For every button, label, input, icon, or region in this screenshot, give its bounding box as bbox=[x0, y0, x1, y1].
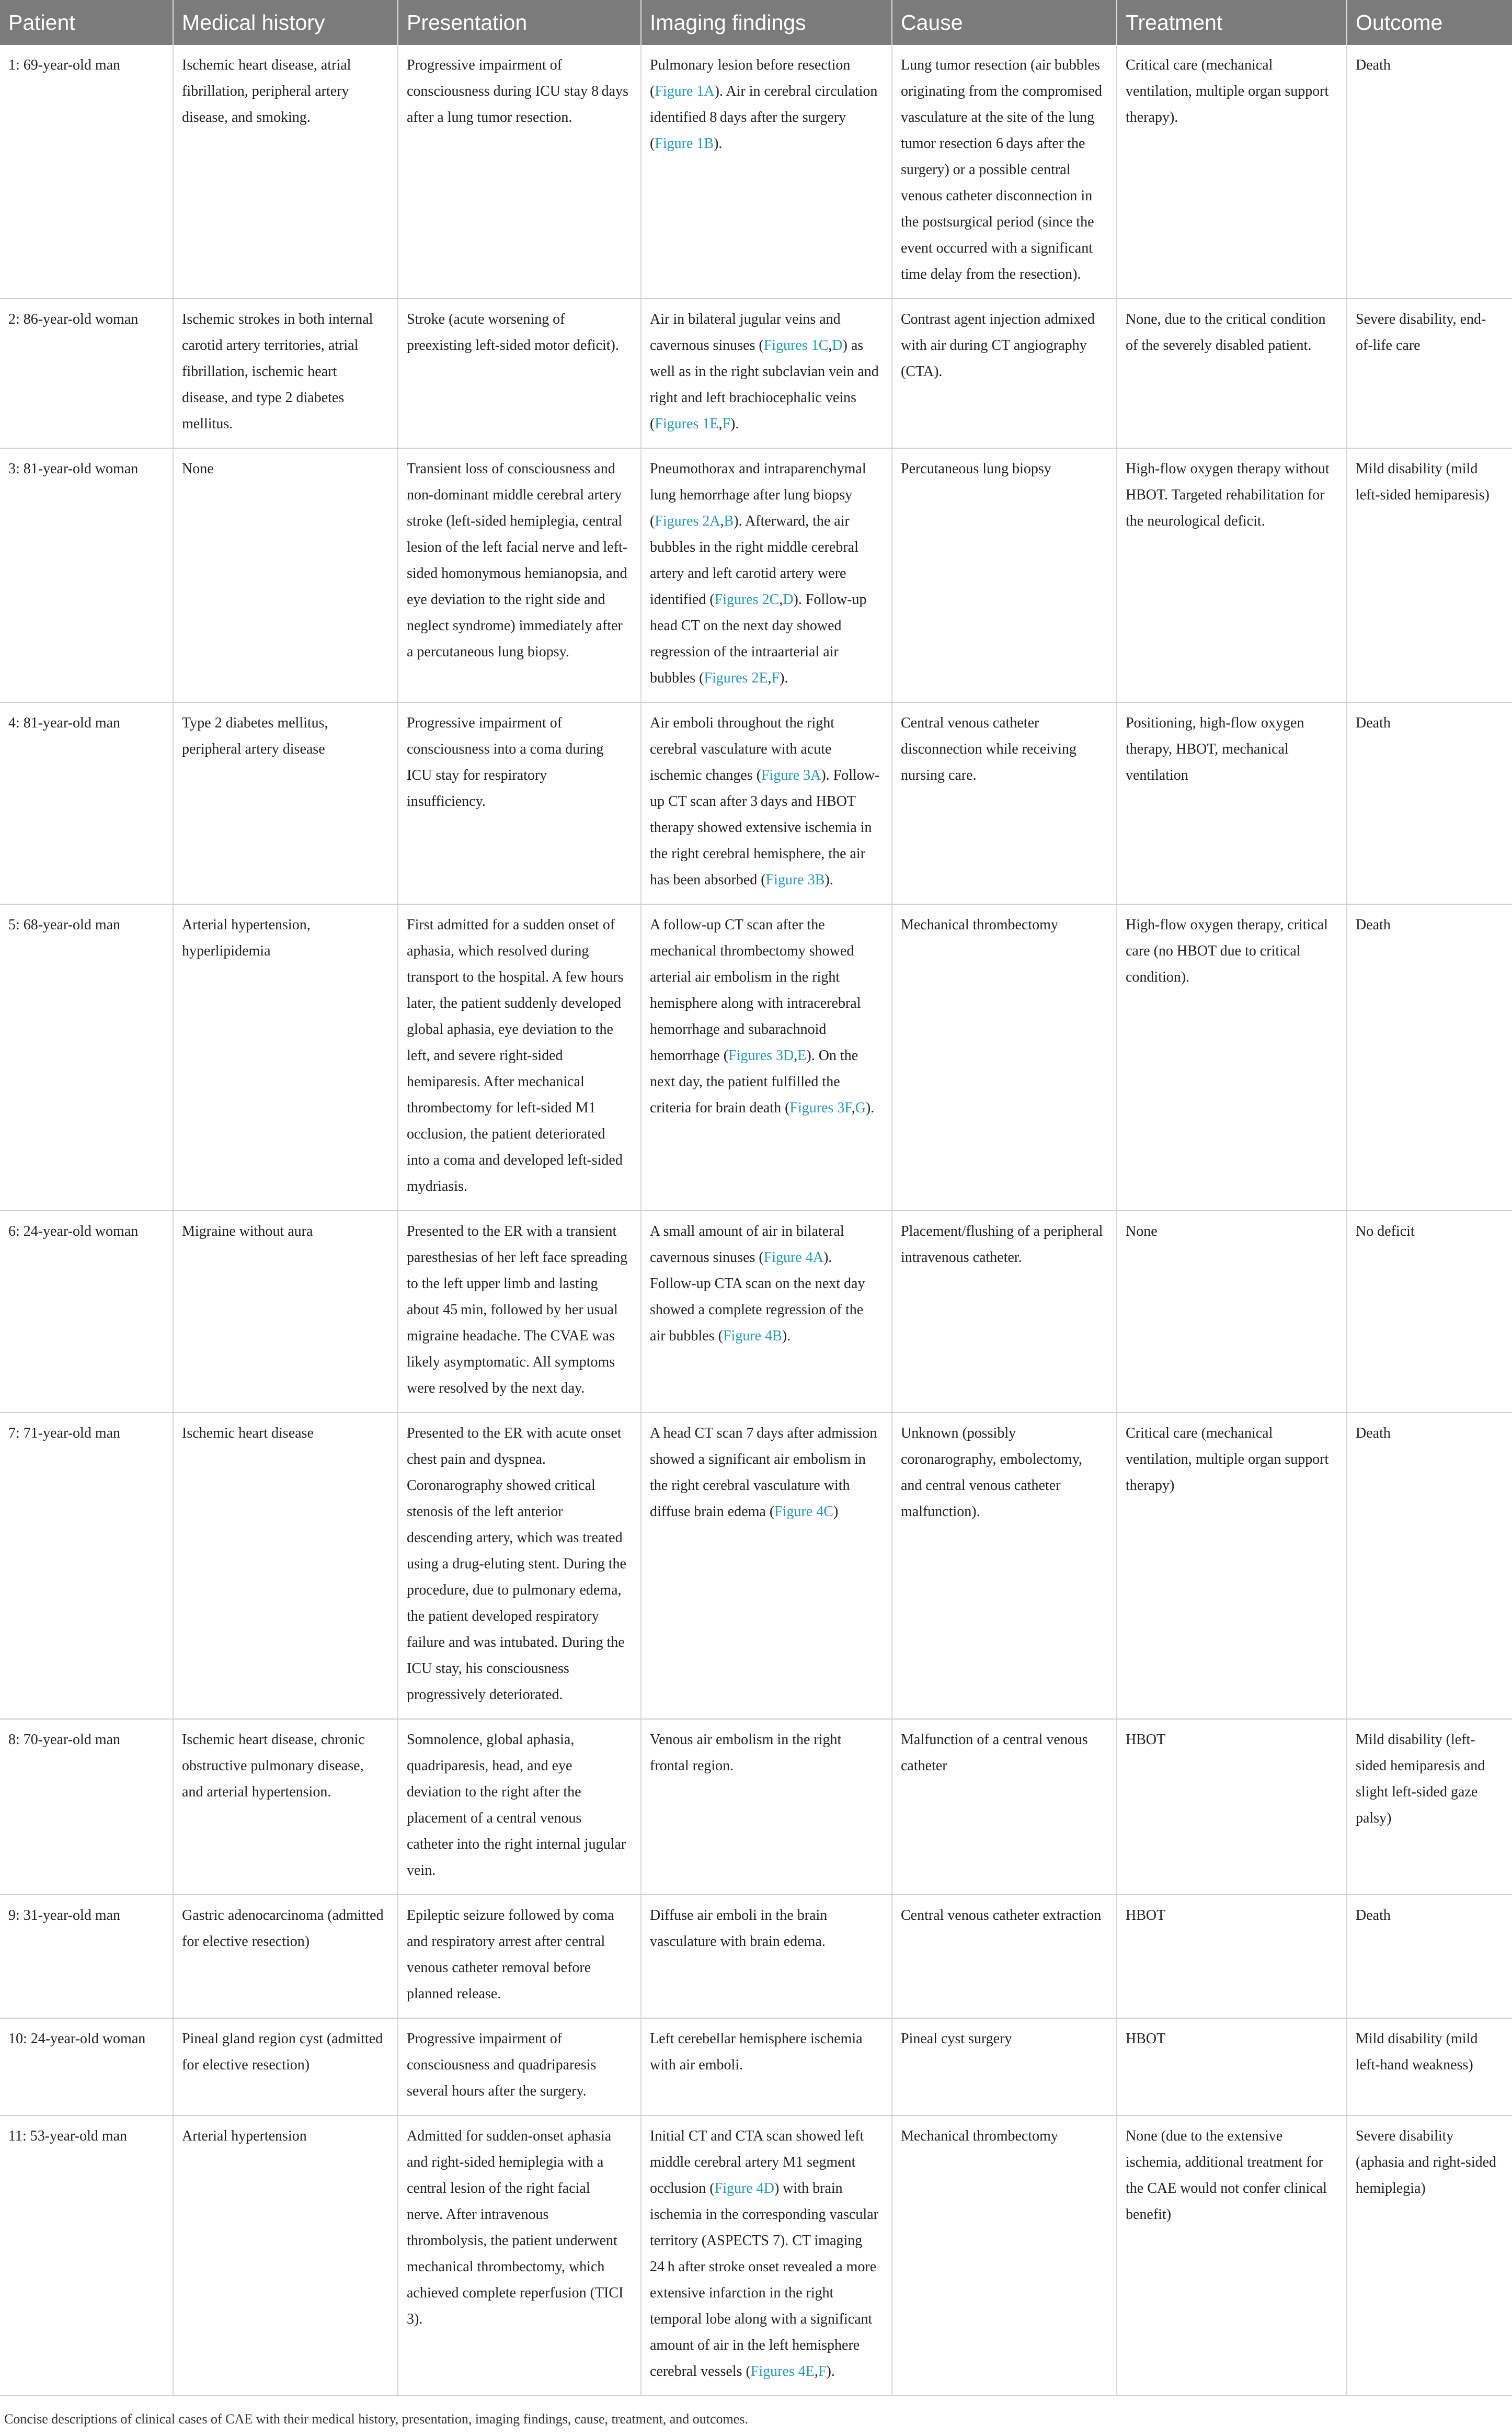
imaging-text: ). Follow-up CT scan after 3 days and HBOT therapy showed extensive ischemia in the right cerebral hemisphere, the air has been absorbed ( bbox=[650, 767, 880, 888]
cell-presentation: Progressive impairment of consciousness during ICU stay 8 days after a lung tumor resection. bbox=[398, 45, 641, 299]
table-row bbox=[0, 299, 1512, 448]
cell-medical-history: Ischemic heart disease, chronic obstructive pulmonary disease, and arterial hypertension. bbox=[173, 1719, 398, 1895]
col-header-outcome: Outcome bbox=[1347, 0, 1512, 45]
cell-presentation: Stroke (acute worsening of preexisting left-sided motor deficit). bbox=[398, 299, 641, 448]
imaging-text: ). bbox=[866, 1100, 875, 1116]
imaging-text: ). bbox=[730, 416, 739, 432]
cell-patient: 3: 81-year-old woman bbox=[0, 448, 173, 702]
cell-patient: 9: 31-year-old man bbox=[0, 1895, 173, 2018]
cell-imaging-findings bbox=[641, 448, 892, 702]
cell-cause: Placement/flushing of a peripheral intravenous catheter. bbox=[892, 1211, 1117, 1413]
cell-presentation: Presented to the ER with acute onset chest pain and dyspnea. Coronarography showed critical stenosis of the left anterior descending artery, which was treated using a drug-eluting stent. During the procedure, due to pulmonary edema, the patient developed respiratory failure and was intubated. During the ICU stay, his consciousness progressively deteriorated. bbox=[398, 1413, 641, 1719]
cell-imaging-findings bbox=[641, 2115, 892, 2396]
table-row bbox=[0, 1895, 1512, 2018]
table-row bbox=[0, 702, 1512, 904]
imaging-text: ). bbox=[824, 872, 833, 888]
table-row bbox=[0, 1719, 1512, 1895]
imaging-text: Left cerebellar hemisphere ischemia with air emboli. bbox=[650, 2031, 863, 2073]
cell-patient: 11: 53-year-old man bbox=[0, 2115, 173, 2396]
imaging-text: A follow-up CT scan after the mechanical thrombectomy showed arterial air embolism in the right hemisphere along with intracerebral hemorrhage and subarachnoid hemorrhage ( bbox=[650, 917, 861, 1064]
cell-imaging-findings bbox=[641, 299, 892, 448]
imaging-text: ). Follow-up CTA scan on the next day showed a complete regression of the air bubbles ( bbox=[650, 1249, 865, 1344]
imaging-text: Air emboli throughout the right cerebral vasculature with acute ischemic changes ( bbox=[650, 715, 835, 783]
cell-outcome: Death bbox=[1347, 1413, 1512, 1719]
cell-outcome: Death bbox=[1347, 904, 1512, 1211]
cell-cause: Central venous catheter disconnection while receiving nursing care. bbox=[892, 702, 1117, 904]
cell-cause: Lung tumor resection (air bubbles originating from the compromised vasculature at the site of the lung tumor resection 6 days after the surgery) or a possible central venous catheter disconnection in the postsurgical period (since the event occurred with a significant time delay from the resection). bbox=[892, 45, 1117, 299]
figure-link[interactable]: D bbox=[783, 591, 794, 608]
col-header-patient: Patient bbox=[0, 0, 173, 45]
cell-treatment: Critical care (mechanical ventilation, multiple organ support therapy) bbox=[1117, 1413, 1347, 1719]
imaging-text: , bbox=[720, 513, 724, 529]
figure-link[interactable]: Figures 2A bbox=[655, 513, 720, 529]
col-header-imaging-findings: Imaging findings bbox=[641, 0, 892, 45]
imaging-text: Pulmonary lesion before resection ( bbox=[650, 57, 851, 99]
figure-link[interactable]: Figure 4A bbox=[763, 1249, 824, 1266]
cell-medical-history: Ischemic strokes in both internal carotid artery territories, atrial fibrillation, ischemic heart disease, and type 2 diabetes mellitus. bbox=[173, 299, 398, 448]
cell-imaging-findings bbox=[641, 1719, 892, 1895]
table-row bbox=[0, 1211, 1512, 1413]
figure-link[interactable]: Figure 4B bbox=[723, 1328, 782, 1344]
imaging-text: Initial CT and CTA scan showed left middle cerebral artery M1 segment occlusion ( bbox=[650, 2128, 864, 2196]
figure-link[interactable]: Figures 3F bbox=[789, 1100, 852, 1116]
figure-link[interactable]: Figure 1A bbox=[655, 83, 715, 99]
cell-outcome: Severe disability (aphasia and right-sided hemiplegia) bbox=[1347, 2115, 1512, 2396]
cell-presentation: First admitted for a sudden onset of aphasia, which resolved during transport to the hospital. A few hours later, the patient suddenly developed global aphasia, eye deviation to the left, and severe right-sided hemiparesis. After mechanical thrombectomy for left-sided M1 occlusion, the patient deteriorated into a coma and developed left-sided mydriasis. bbox=[398, 904, 641, 1211]
cell-treatment: HBOT bbox=[1117, 1895, 1347, 2018]
figure-link[interactable]: Figures 3D bbox=[728, 1048, 794, 1064]
cell-outcome: Death bbox=[1347, 1895, 1512, 2018]
cell-outcome: Death bbox=[1347, 702, 1512, 904]
figure-link[interactable]: Figure 3B bbox=[765, 872, 825, 888]
header-row bbox=[0, 0, 1512, 45]
cell-patient: 6: 24-year-old woman bbox=[0, 1211, 173, 1413]
figure-link[interactable]: Figures 2C bbox=[714, 591, 780, 608]
figure-link[interactable]: F bbox=[722, 416, 731, 432]
cell-cause: Contrast agent injection admixed with air during CT angiography (CTA). bbox=[892, 299, 1117, 448]
cell-treatment: Positioning, high-flow oxygen therapy, HBOT, mechanical ventilation bbox=[1117, 702, 1347, 904]
cell-presentation: Admitted for sudden-onset aphasia and right-sided hemiplegia with a central lesion of the right facial nerve. After intravenous thrombolysis, the patient underwent mechanical thrombectomy, which achieved complete reperfusion (TICI 3). bbox=[398, 2115, 641, 2396]
figure-link[interactable]: G bbox=[855, 1100, 866, 1116]
table-row bbox=[0, 448, 1512, 702]
imaging-text: ). On the next day, the patient fulfilled the criteria for brain death ( bbox=[650, 1048, 858, 1116]
cell-outcome: Mild disability (mild left-sided hemiparesis) bbox=[1347, 448, 1512, 702]
imaging-text: , bbox=[851, 1100, 855, 1116]
cell-treatment: Critical care (mechanical ventilation, multiple organ support therapy). bbox=[1117, 45, 1347, 299]
imaging-text: , bbox=[828, 337, 832, 354]
cell-cause: Unknown (possibly coronarography, embolectomy, and central venous catheter malfunction). bbox=[892, 1413, 1117, 1719]
cell-patient: 1: 69-year-old man bbox=[0, 45, 173, 299]
figure-link[interactable]: D bbox=[832, 337, 843, 354]
imaging-text: ). bbox=[780, 670, 788, 686]
cell-cause: Mechanical thrombectomy bbox=[892, 904, 1117, 1211]
cell-imaging-findings bbox=[641, 1895, 892, 2018]
figure-link[interactable]: Figures 1C bbox=[763, 337, 829, 354]
cell-presentation: Transient loss of consciousness and non-dominant middle cerebral artery stroke (left-sided hemiplegia, central lesion of the left facial nerve and left-sided homonymous hemianopsia, and eye deviation to the right side and neglect syndrome) immediately after a percutaneous lung biopsy. bbox=[398, 448, 641, 702]
imaging-text: , bbox=[814, 2363, 818, 2380]
table-row bbox=[0, 2018, 1512, 2115]
cell-outcome: Mild disability (mild left-hand weakness) bbox=[1347, 2018, 1512, 2115]
cell-presentation: Progressive impairment of consciousness and quadriparesis several hours after the surgery. bbox=[398, 2018, 641, 2115]
col-header-presentation: Presentation bbox=[398, 0, 641, 45]
cell-medical-history: Ischemic heart disease, atrial fibrillation, peripheral artery disease, and smoking. bbox=[173, 45, 398, 299]
cell-presentation: Somnolence, global aphasia, quadriparesis, head, and eye deviation to the right after the placement of a central venous catheter into the right internal jugular vein. bbox=[398, 1719, 641, 1895]
figure-link[interactable]: B bbox=[724, 513, 734, 529]
cell-treatment: None (due to the extensive ischemia, additional treatment for the CAE would not confer clinical benefit) bbox=[1117, 2115, 1347, 2396]
cell-patient: 2: 86-year-old woman bbox=[0, 299, 173, 448]
imaging-text: , bbox=[794, 1048, 798, 1064]
cell-treatment: None, due to the critical condition of the severely disabled patient. bbox=[1117, 299, 1347, 448]
table-row bbox=[0, 2115, 1512, 2396]
table-header bbox=[0, 0, 1512, 45]
cell-treatment: High-flow oxygen therapy, critical care (no HBOT due to critical condition). bbox=[1117, 904, 1347, 1211]
cell-cause: Malfunction of a central venous catheter bbox=[892, 1719, 1117, 1895]
cell-patient: 8: 70-year-old man bbox=[0, 1719, 173, 1895]
cell-treatment: None bbox=[1117, 1211, 1347, 1413]
imaging-text: ) bbox=[833, 1504, 839, 1520]
cell-patient: 7: 71-year-old man bbox=[0, 1413, 173, 1719]
cell-imaging-findings bbox=[641, 1413, 892, 1719]
cell-medical-history: Ischemic heart disease bbox=[173, 1413, 398, 1719]
cell-medical-history: Gastric adenocarcinoma (admitted for elective resection) bbox=[173, 1895, 398, 2018]
imaging-text: Air in bilateral jugular veins and cavernous sinuses ( bbox=[650, 311, 841, 354]
cell-medical-history: Pineal gland region cyst (admitted for elective resection) bbox=[173, 2018, 398, 2115]
col-header-treatment: Treatment bbox=[1117, 0, 1347, 45]
cell-outcome: Death bbox=[1347, 45, 1512, 299]
imaging-text: , bbox=[779, 591, 783, 608]
cell-medical-history: Migraine without aura bbox=[173, 1211, 398, 1413]
cell-cause: Central venous catheter extraction bbox=[892, 1895, 1117, 2018]
cell-imaging-findings bbox=[641, 702, 892, 904]
figure-link[interactable]: Figures 2E bbox=[704, 670, 768, 686]
cell-cause: Mechanical thrombectomy bbox=[892, 2115, 1117, 2396]
imaging-text: ) with brain ischemia in the corresponding vascular territory (ASPECTS 7). CT imaging 24 h after stroke onset revealed a more extensive infarction in the right temporal lobe along with a significant amount of air in the left hemisphere cerebral vessels ( bbox=[650, 2180, 878, 2380]
cell-imaging-findings bbox=[641, 45, 892, 299]
cell-presentation: Epileptic seizure followed by coma and respiratory arrest after central venous catheter removal before planned release. bbox=[398, 1895, 641, 2018]
table-row bbox=[0, 1413, 1512, 1719]
figure-link[interactable]: Figure 4D bbox=[714, 2180, 774, 2196]
figure-link[interactable]: Figure 3A bbox=[761, 767, 821, 783]
cell-cause: Pineal cyst surgery bbox=[892, 2018, 1117, 2115]
cell-cause: Percutaneous lung biopsy bbox=[892, 448, 1117, 702]
imaging-text: A head CT scan 7 days after admission showed a significant air embolism in the right cerebral vasculature with diffuse brain edema ( bbox=[650, 1425, 877, 1520]
figure-link[interactable]: Figures 4E bbox=[750, 2363, 815, 2380]
figure-link[interactable]: F bbox=[771, 670, 780, 686]
cell-medical-history: None bbox=[173, 448, 398, 702]
cell-outcome: No deficit bbox=[1347, 1211, 1512, 1413]
cell-patient: 4: 81-year-old man bbox=[0, 702, 173, 904]
cell-patient: 5: 68-year-old man bbox=[0, 904, 173, 1211]
table-row bbox=[0, 904, 1512, 1211]
figure-link[interactable]: Figures 1E bbox=[655, 416, 719, 432]
cell-medical-history: Arterial hypertension, hyperlipidemia bbox=[173, 904, 398, 1211]
imaging-text: , bbox=[718, 416, 723, 432]
cell-treatment: High-flow oxygen therapy without HBOT. Targeted rehabilitation for the neurological deficit. bbox=[1117, 448, 1347, 702]
col-header-cause: Cause bbox=[892, 0, 1117, 45]
imaging-text: Pneumothorax and intraparenchymal lung hemorrhage after lung biopsy ( bbox=[650, 461, 866, 529]
imaging-text: ). bbox=[782, 1328, 791, 1344]
imaging-text: A small amount of air in bilateral cavernous sinuses ( bbox=[650, 1223, 844, 1266]
imaging-text: ). bbox=[826, 2363, 835, 2380]
imaging-text: , bbox=[768, 670, 772, 686]
cell-treatment: HBOT bbox=[1117, 1719, 1347, 1895]
imaging-text: Diffuse air emboli in the brain vasculature with brain edema. bbox=[650, 1907, 828, 1950]
cell-medical-history: Arterial hypertension bbox=[173, 2115, 398, 2396]
cell-imaging-findings bbox=[641, 904, 892, 1211]
col-header-medical-history: Medical history bbox=[173, 0, 398, 45]
imaging-text: ). Afterward, the air bubbles in the right middle cerebral artery and left carotid artery were identified ( bbox=[650, 513, 858, 608]
cell-outcome: Mild disability (left-sided hemiparesis and slight left-sided gaze palsy) bbox=[1347, 1719, 1512, 1895]
figure-link[interactable]: F bbox=[818, 2363, 827, 2380]
cell-presentation: Presented to the ER with a transient paresthesias of her left face spreading to the left upper limb and lasting about 45 min, followed by her usual migraine headache. The CVAE was likely asymptomatic. All symptoms were resolved by the next day. bbox=[398, 1211, 641, 1413]
cell-medical-history: Type 2 diabetes mellitus, peripheral artery disease bbox=[173, 702, 398, 904]
cell-treatment: HBOT bbox=[1117, 2018, 1347, 2115]
cell-presentation: Progressive impairment of consciousness into a coma during ICU stay for respiratory insufficiency. bbox=[398, 702, 641, 904]
cell-outcome: Severe disability, end-of-life care bbox=[1347, 299, 1512, 448]
imaging-text: ). Air in cerebral circulation identified 8 days after the surgery ( bbox=[650, 83, 878, 152]
cell-imaging-findings bbox=[641, 2018, 892, 2115]
imaging-text: ). Follow-up head CT on the next day showed regression of the intraarterial air bubbles ( bbox=[650, 591, 867, 686]
table-caption: Concise descriptions of clinical cases of CAE with their medical history, presentation, imaging findings, cause, treatment, and outcomes. bbox=[4, 2411, 748, 2427]
figure-link[interactable]: E bbox=[797, 1048, 807, 1064]
imaging-text: Venous air embolism in the right frontal region. bbox=[650, 1732, 842, 1774]
table-row bbox=[0, 45, 1512, 299]
imaging-text: ) as well as in the right subclavian vein and right and left brachiocephalic veins ( bbox=[650, 337, 879, 432]
imaging-text: ). bbox=[714, 135, 723, 152]
cell-patient: 10: 24-year-old woman bbox=[0, 2018, 173, 2115]
cell-imaging-findings bbox=[641, 1211, 892, 1413]
table-body bbox=[0, 45, 1512, 2396]
figure-link[interactable]: Figure 4C bbox=[774, 1504, 833, 1520]
figure-link[interactable]: Figure 1B bbox=[655, 135, 714, 152]
